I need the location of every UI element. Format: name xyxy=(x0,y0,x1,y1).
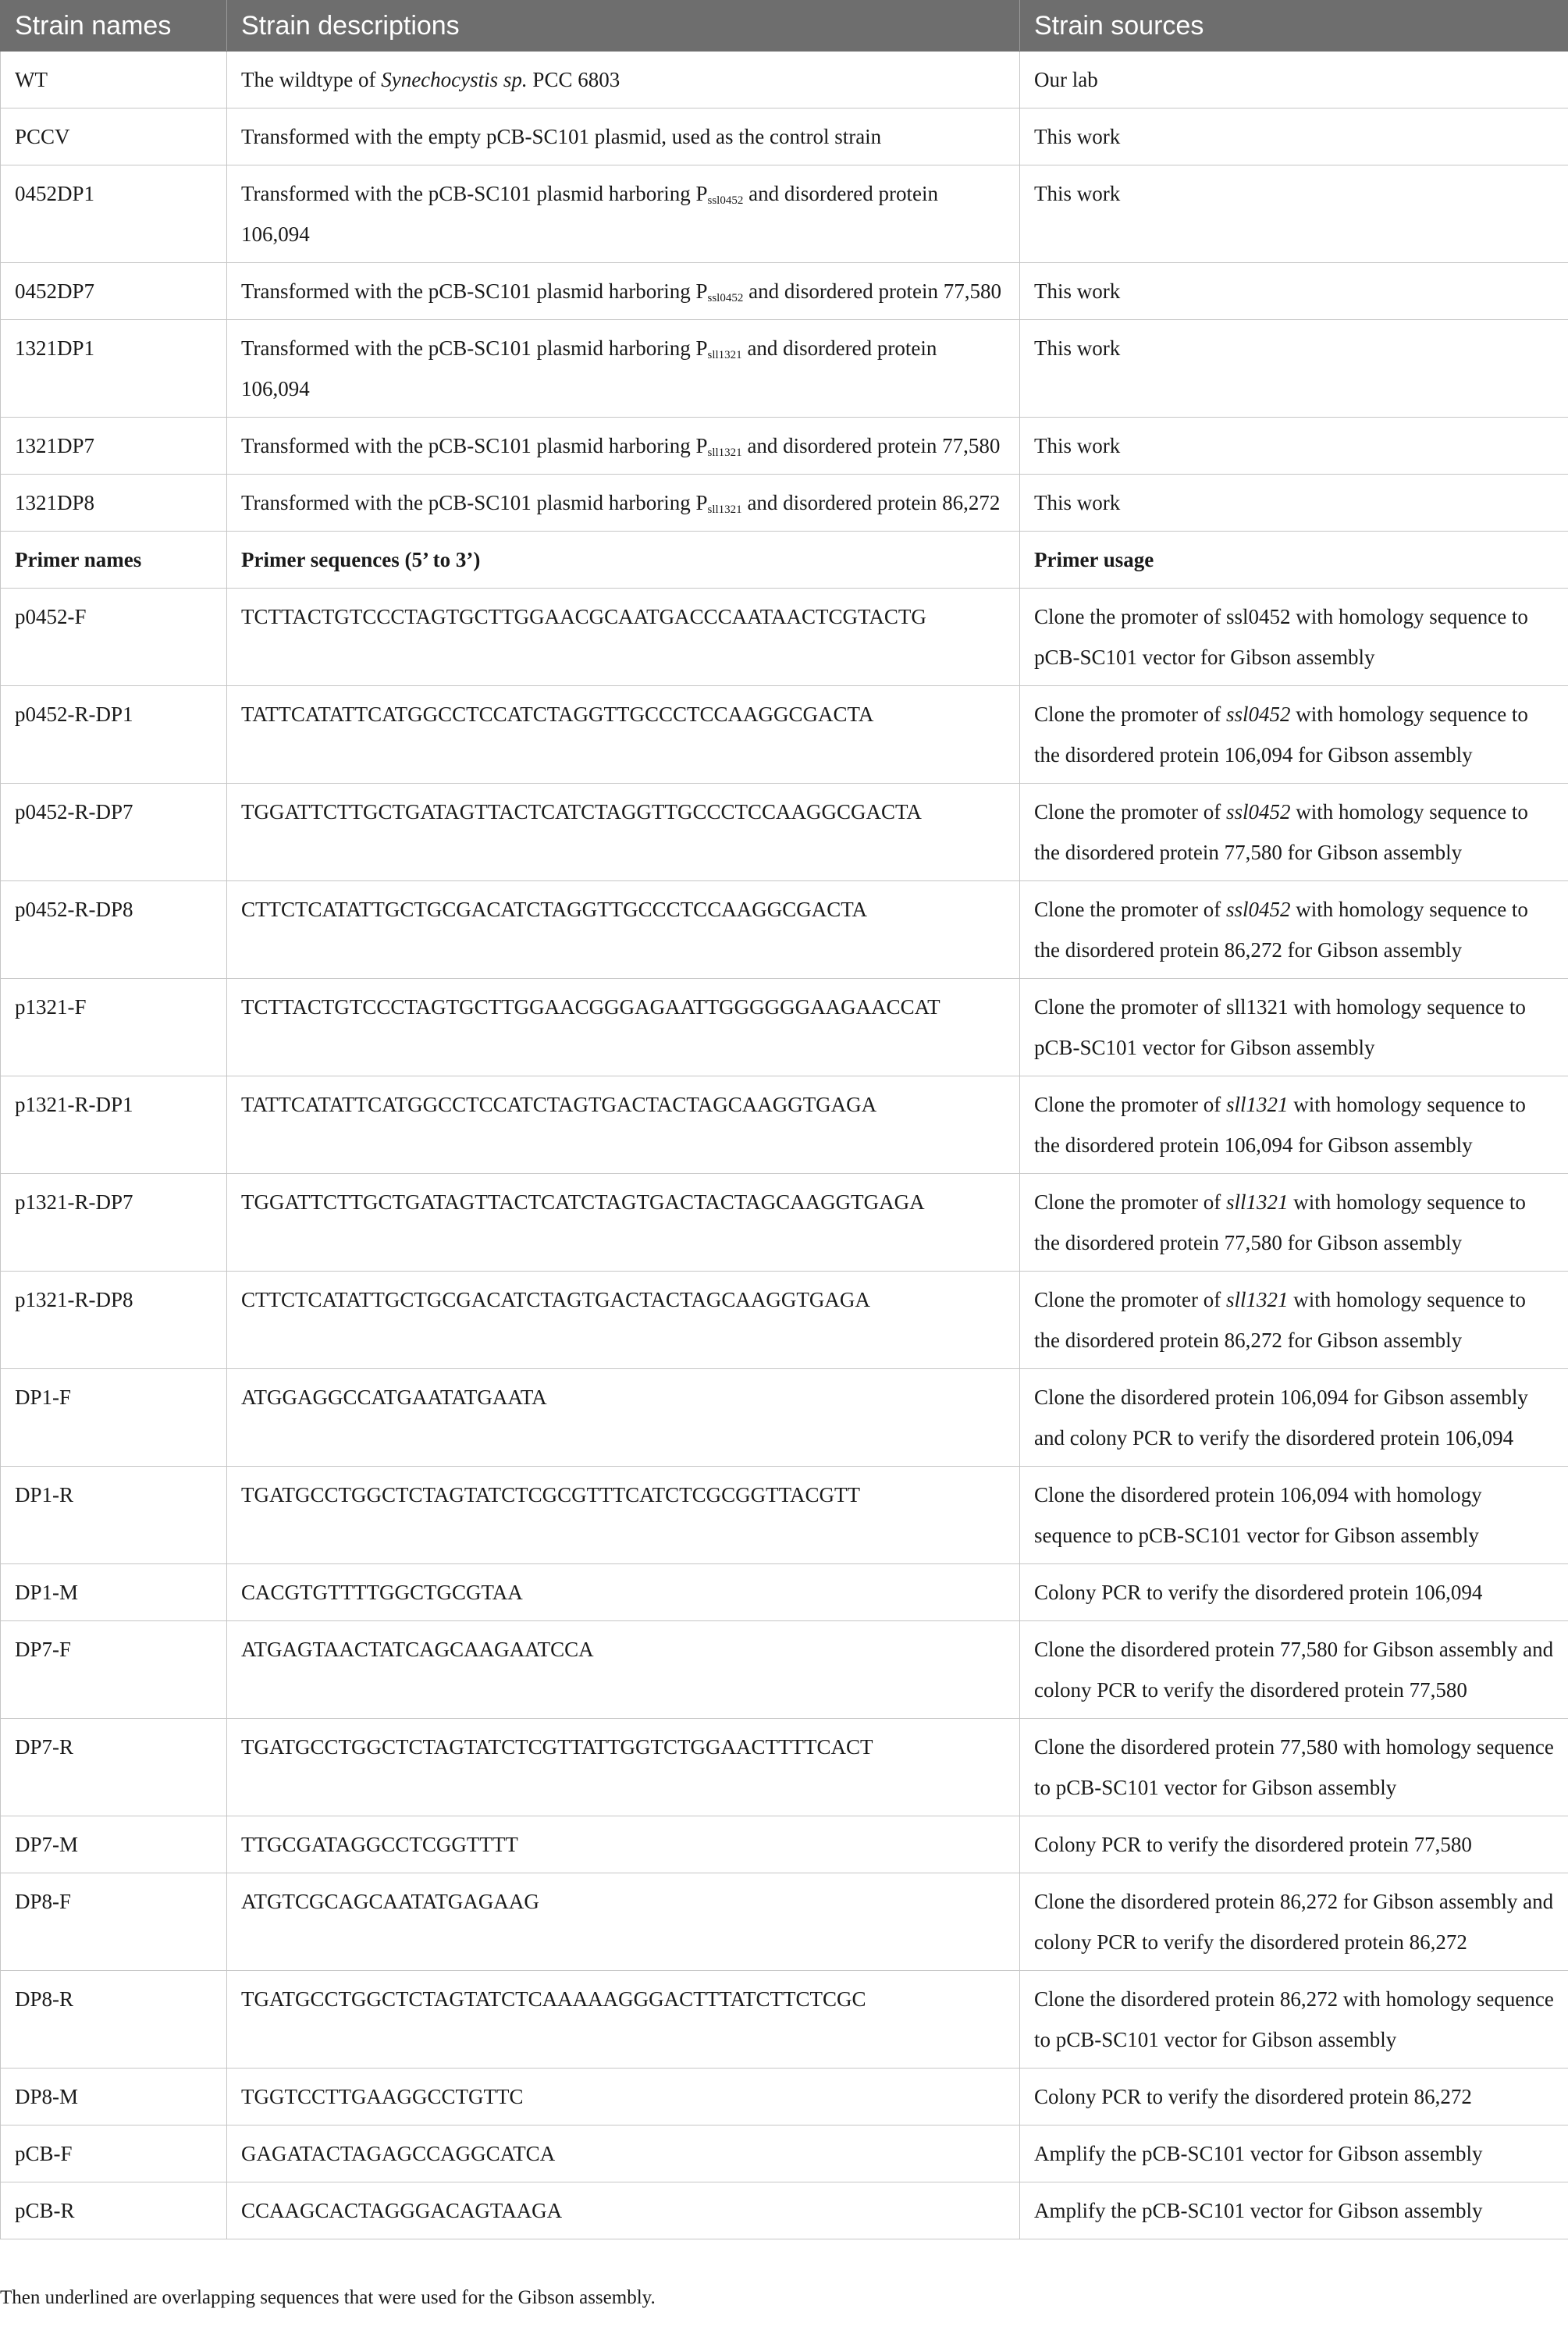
strain-name: 1321DP8 xyxy=(1,475,227,532)
table-row xyxy=(1,165,1568,263)
usage-text-end: with homology sequence to pCB-SC101 vector for Gibson assembly xyxy=(1034,605,1528,669)
usage-text: Colony PCR to verify the disordered protein 86,272 xyxy=(1034,2085,1472,2108)
primer-name: p1321-F xyxy=(1,979,227,1076)
gene-name: sll1321 xyxy=(1225,995,1289,1019)
table-row xyxy=(1,1076,1568,1174)
table-row xyxy=(1,1369,1568,1467)
primer-name: p0452-F xyxy=(1,589,227,686)
primer-name: p1321-R-DP7 xyxy=(1,1174,227,1272)
description-text-end: PCC 6803 xyxy=(527,68,620,91)
strain-name: WT xyxy=(1,52,227,108)
table-header-row xyxy=(1,1,1568,52)
primer-name: DP1-R xyxy=(1,1467,227,1564)
strain-description xyxy=(227,418,1020,475)
strain-description xyxy=(227,263,1020,320)
primer-usage xyxy=(1020,1719,1568,1816)
header-primer-sequences: Primer sequences (5’ to 3’) xyxy=(227,532,1020,589)
primer-sequence: ATGAGTAACTATCAGCAAGAATCCA xyxy=(227,1621,1020,1719)
primer-name: DP1-F xyxy=(1,1369,227,1467)
description-text: The wildtype of xyxy=(241,68,382,91)
usage-text-end: with homology sequence to the disordered protein 86,272 for Gibson assembly xyxy=(1034,1288,1526,1352)
primer-usage xyxy=(1020,686,1568,784)
primer-sequence: GAGATACTAGAGCCAGGCATCA xyxy=(227,2125,1020,2182)
primer-usage xyxy=(1020,1816,1568,1873)
primer-sequence: TCTTACTGTCCCTAGTGCTTGGAACGCAATGACCCAATAACTCGTACTG xyxy=(227,589,1020,686)
usage-text: Clone the promoter of xyxy=(1034,1093,1226,1116)
table-row xyxy=(1,1272,1568,1369)
primer-usage xyxy=(1020,784,1568,881)
primer-usage xyxy=(1020,1369,1568,1467)
primer-sequence: ATGGAGGCCATGAATATGAATA xyxy=(227,1369,1020,1467)
primer-usage xyxy=(1020,2182,1568,2239)
primer-sequence: TATTCATATTCATGGCCTCCATCTAGTGACTACTAGCAAGGTGAGA xyxy=(227,1076,1020,1174)
table-row xyxy=(1,1816,1568,1873)
strain-name: 1321DP1 xyxy=(1,320,227,418)
table-footnote: Then underlined are overlapping sequences that were used for the Gibson assembly. xyxy=(0,2287,656,2308)
primer-sequence: TCTTACTGTCCCTAGTGCTTGGAACGGGAGAATTGGGGGGAAGAACCAT xyxy=(227,979,1020,1076)
strain-description xyxy=(227,475,1020,532)
table-row xyxy=(1,979,1568,1076)
usage-text: Clone the promoter of xyxy=(1034,898,1226,921)
usage-text: Clone the disordered protein 77,580 with homology sequence to pCB-SC101 vector for Gibson assembly xyxy=(1034,1735,1554,1799)
primer-usage xyxy=(1020,2069,1568,2125)
primer-usage xyxy=(1020,2125,1568,2182)
header-strain-descriptions: Strain descriptions xyxy=(227,1,1020,52)
table-row xyxy=(1,1971,1568,2069)
promoter-subscript: sll1321 xyxy=(707,349,742,361)
description-text-end: and disordered protein 77,580 xyxy=(743,279,1002,303)
usage-text: Clone the promoter of xyxy=(1034,800,1226,824)
primer-sequence: TGATGCCTGGCTCTAGTATCTCAAAAAGGGACTTTATCTTCTCGC xyxy=(227,1971,1020,2069)
description-text-end: and disordered protein 106,094 xyxy=(241,336,937,400)
description-text: Transformed with the pCB-SC101 plasmid harboring P xyxy=(241,491,708,514)
primer-name: p1321-R-DP1 xyxy=(1,1076,227,1174)
usage-text: Clone the promoter of xyxy=(1034,1288,1226,1311)
header-primer-names: Primer names xyxy=(1,532,227,589)
gene-name: ssl0452 xyxy=(1225,703,1291,726)
primer-name: p0452-R-DP7 xyxy=(1,784,227,881)
table-row xyxy=(1,108,1568,165)
usage-text: Clone the promoter of xyxy=(1034,703,1226,726)
primer-name: DP8-R xyxy=(1,1971,227,2069)
table-row xyxy=(1,475,1568,532)
primer-usage xyxy=(1020,589,1568,686)
primer-name: DP8-M xyxy=(1,2069,227,2125)
usage-text-end: with homology sequence to pCB-SC101 vector for Gibson assembly xyxy=(1034,995,1526,1059)
strain-source: Our lab xyxy=(1020,52,1568,108)
usage-text: Clone the promoter of xyxy=(1034,995,1226,1019)
primer-usage xyxy=(1020,1621,1568,1719)
gene-name: ssl0452 xyxy=(1225,605,1291,628)
primer-usage xyxy=(1020,1467,1568,1564)
usage-text: Amplify the pCB-SC101 vector for Gibson assembly xyxy=(1034,2142,1483,2165)
description-text-end: and disordered protein 77,580 xyxy=(741,434,1001,457)
strain-description xyxy=(227,320,1020,418)
gene-name: sll1321 xyxy=(1225,1093,1289,1116)
strain-name: PCCV xyxy=(1,108,227,165)
strain-source: This work xyxy=(1020,108,1568,165)
primer-name: DP1-M xyxy=(1,1564,227,1621)
primer-sequence: CCAAGCACTAGGGACAGTAAGA xyxy=(227,2182,1020,2239)
primer-name: p1321-R-DP8 xyxy=(1,1272,227,1369)
strain-name: 1321DP7 xyxy=(1,418,227,475)
table-row xyxy=(1,784,1568,881)
usage-text-end: with homology sequence to the disordered protein 106,094 for Gibson assembly xyxy=(1034,1093,1526,1157)
usage-text: Colony PCR to verify the disordered protein 77,580 xyxy=(1034,1833,1472,1856)
usage-text-end: with homology sequence to the disordered protein 77,580 for Gibson assembly xyxy=(1034,800,1528,864)
strain-name: 0452DP1 xyxy=(1,165,227,263)
description-text: Transformed with the pCB-SC101 plasmid harboring P xyxy=(241,182,708,205)
primer-sequence: TGATGCCTGGCTCTAGTATCTCGCGTTTCATCTCGCGGTTACGTT xyxy=(227,1467,1020,1564)
primer-usage xyxy=(1020,881,1568,979)
primer-usage xyxy=(1020,1873,1568,1971)
table-row xyxy=(1,52,1568,108)
header-strain-sources: Strain sources xyxy=(1020,1,1568,52)
primer-usage xyxy=(1020,1174,1568,1272)
table-row xyxy=(1,263,1568,320)
table-row xyxy=(1,1467,1568,1564)
usage-text-end: with homology sequence to the disordered protein 86,272 for Gibson assembly xyxy=(1034,898,1528,962)
primer-name: DP7-M xyxy=(1,1816,227,1873)
table-row xyxy=(1,1174,1568,1272)
primer-usage xyxy=(1020,1076,1568,1174)
strain-name: 0452DP7 xyxy=(1,263,227,320)
header-primer-usage: Primer usage xyxy=(1020,532,1568,589)
primer-sequence: TATTCATATTCATGGCCTCCATCTAGGTTGCCCTCCAAGGCGACTA xyxy=(227,686,1020,784)
strain-source: This work xyxy=(1020,475,1568,532)
primer-sequence: CTTCTCATATTGCTGCGACATCTAGTGACTACTAGCAAGGTGAGA xyxy=(227,1272,1020,1369)
description-text: Transformed with the empty pCB-SC101 plasmid, used as the control strain xyxy=(241,125,882,148)
table-row xyxy=(1,418,1568,475)
usage-text: Clone the disordered protein 86,272 for Gibson assembly and colony PCR to verify the disordered protein 86,272 xyxy=(1034,1890,1554,1954)
gene-name: sll1321 xyxy=(1225,1190,1289,1214)
description-text-end: and disordered protein 86,272 xyxy=(741,491,1001,514)
table-row xyxy=(1,1621,1568,1719)
table-row xyxy=(1,1564,1568,1621)
description-text-end: and disordered protein 106,094 xyxy=(241,182,939,246)
primer-sequence: TGGTCCTTGAAGGCCTGTTC xyxy=(227,2069,1020,2125)
primer-name: pCB-R xyxy=(1,2182,227,2239)
promoter-subscript: ssl0452 xyxy=(707,194,744,207)
strain-description xyxy=(227,108,1020,165)
strain-description xyxy=(227,165,1020,263)
primer-sequence: CTTCTCATATTGCTGCGACATCTAGGTTGCCCTCCAAGGCGACTA xyxy=(227,881,1020,979)
primer-usage xyxy=(1020,1272,1568,1369)
table-row xyxy=(1,589,1568,686)
primer-header-row xyxy=(1,532,1568,589)
table-row xyxy=(1,686,1568,784)
primer-name: DP7-F xyxy=(1,1621,227,1719)
strain-description xyxy=(227,52,1020,108)
table-row xyxy=(1,2069,1568,2125)
description-text: Transformed with the pCB-SC101 plasmid harboring P xyxy=(241,434,708,457)
table-row xyxy=(1,2182,1568,2239)
usage-text: Clone the disordered protein 106,094 with homology sequence to pCB-SC101 vector for Gibson assembly xyxy=(1034,1483,1482,1547)
primer-sequence: ATGTCGCAGCAATATGAGAAG xyxy=(227,1873,1020,1971)
primer-usage xyxy=(1020,1564,1568,1621)
table-row xyxy=(1,881,1568,979)
usage-text: Clone the promoter of xyxy=(1034,605,1226,628)
description-text: Transformed with the pCB-SC101 plasmid harboring P xyxy=(241,336,708,360)
usage-text: Amplify the pCB-SC101 vector for Gibson assembly xyxy=(1034,2199,1483,2222)
primer-sequence: TGGATTCTTGCTGATAGTTACTCATCTAGGTTGCCCTCCAAGGCGACTA xyxy=(227,784,1020,881)
primer-name: p0452-R-DP8 xyxy=(1,881,227,979)
promoter-subscript: sll1321 xyxy=(707,503,742,516)
primer-sequence: CACGTGTTTTGGCTGCGTAA xyxy=(227,1564,1020,1621)
primer-name: pCB-F xyxy=(1,2125,227,2182)
gene-name: ssl0452 xyxy=(1225,898,1291,921)
usage-text-end: with homology sequence to the disordered protein 106,094 for Gibson assembly xyxy=(1034,703,1528,767)
usage-text-end: with homology sequence to the disordered protein 77,580 for Gibson assembly xyxy=(1034,1190,1526,1254)
table-row xyxy=(1,1719,1568,1816)
primer-name: p0452-R-DP1 xyxy=(1,686,227,784)
table-row xyxy=(1,320,1568,418)
primer-name: DP8-F xyxy=(1,1873,227,1971)
promoter-subscript: ssl0452 xyxy=(707,292,744,304)
usage-text: Clone the disordered protein 86,272 with homology sequence to pCB-SC101 vector for Gibson assembly xyxy=(1034,1987,1554,2051)
primer-usage xyxy=(1020,979,1568,1076)
strain-source: This work xyxy=(1020,165,1568,263)
primer-sequence: TGATGCCTGGCTCTAGTATCTCGTTATTGGTCTGGAACTTTTCACT xyxy=(227,1719,1020,1816)
usage-text: Clone the promoter of xyxy=(1034,1190,1226,1214)
primer-subheader xyxy=(1,532,1568,589)
primer-rows xyxy=(1,589,1568,2239)
usage-text: Colony PCR to verify the disordered protein 106,094 xyxy=(1034,1581,1483,1604)
strain-source: This work xyxy=(1020,418,1568,475)
gene-name: ssl0452 xyxy=(1225,800,1291,824)
usage-text: Clone the disordered protein 77,580 for Gibson assembly and colony PCR to verify the disordered protein 77,580 xyxy=(1034,1638,1554,1702)
primer-sequence: TGGATTCTTGCTGATAGTTACTCATCTAGTGACTACTAGCAAGGTGAGA xyxy=(227,1174,1020,1272)
strain-source: This work xyxy=(1020,320,1568,418)
primer-sequence: TTGCGATAGGCCTCGGTTTT xyxy=(227,1816,1020,1873)
strain-source: This work xyxy=(1020,263,1568,320)
usage-text: Clone the disordered protein 106,094 for Gibson assembly and colony PCR to verify the disordered protein 106,094 xyxy=(1034,1386,1528,1450)
primer-name: DP7-R xyxy=(1,1719,227,1816)
table-row xyxy=(1,2125,1568,2182)
strain-rows xyxy=(1,52,1568,532)
promoter-subscript: sll1321 xyxy=(707,446,742,459)
primer-usage xyxy=(1020,1971,1568,2069)
table-row xyxy=(1,1873,1568,1971)
header-strain-names: Strain names xyxy=(1,1,227,52)
gene-name: sll1321 xyxy=(1225,1288,1289,1311)
description-text: Transformed with the pCB-SC101 plasmid harboring P xyxy=(241,279,708,303)
organism-name: Synechocystis sp. xyxy=(381,68,528,91)
